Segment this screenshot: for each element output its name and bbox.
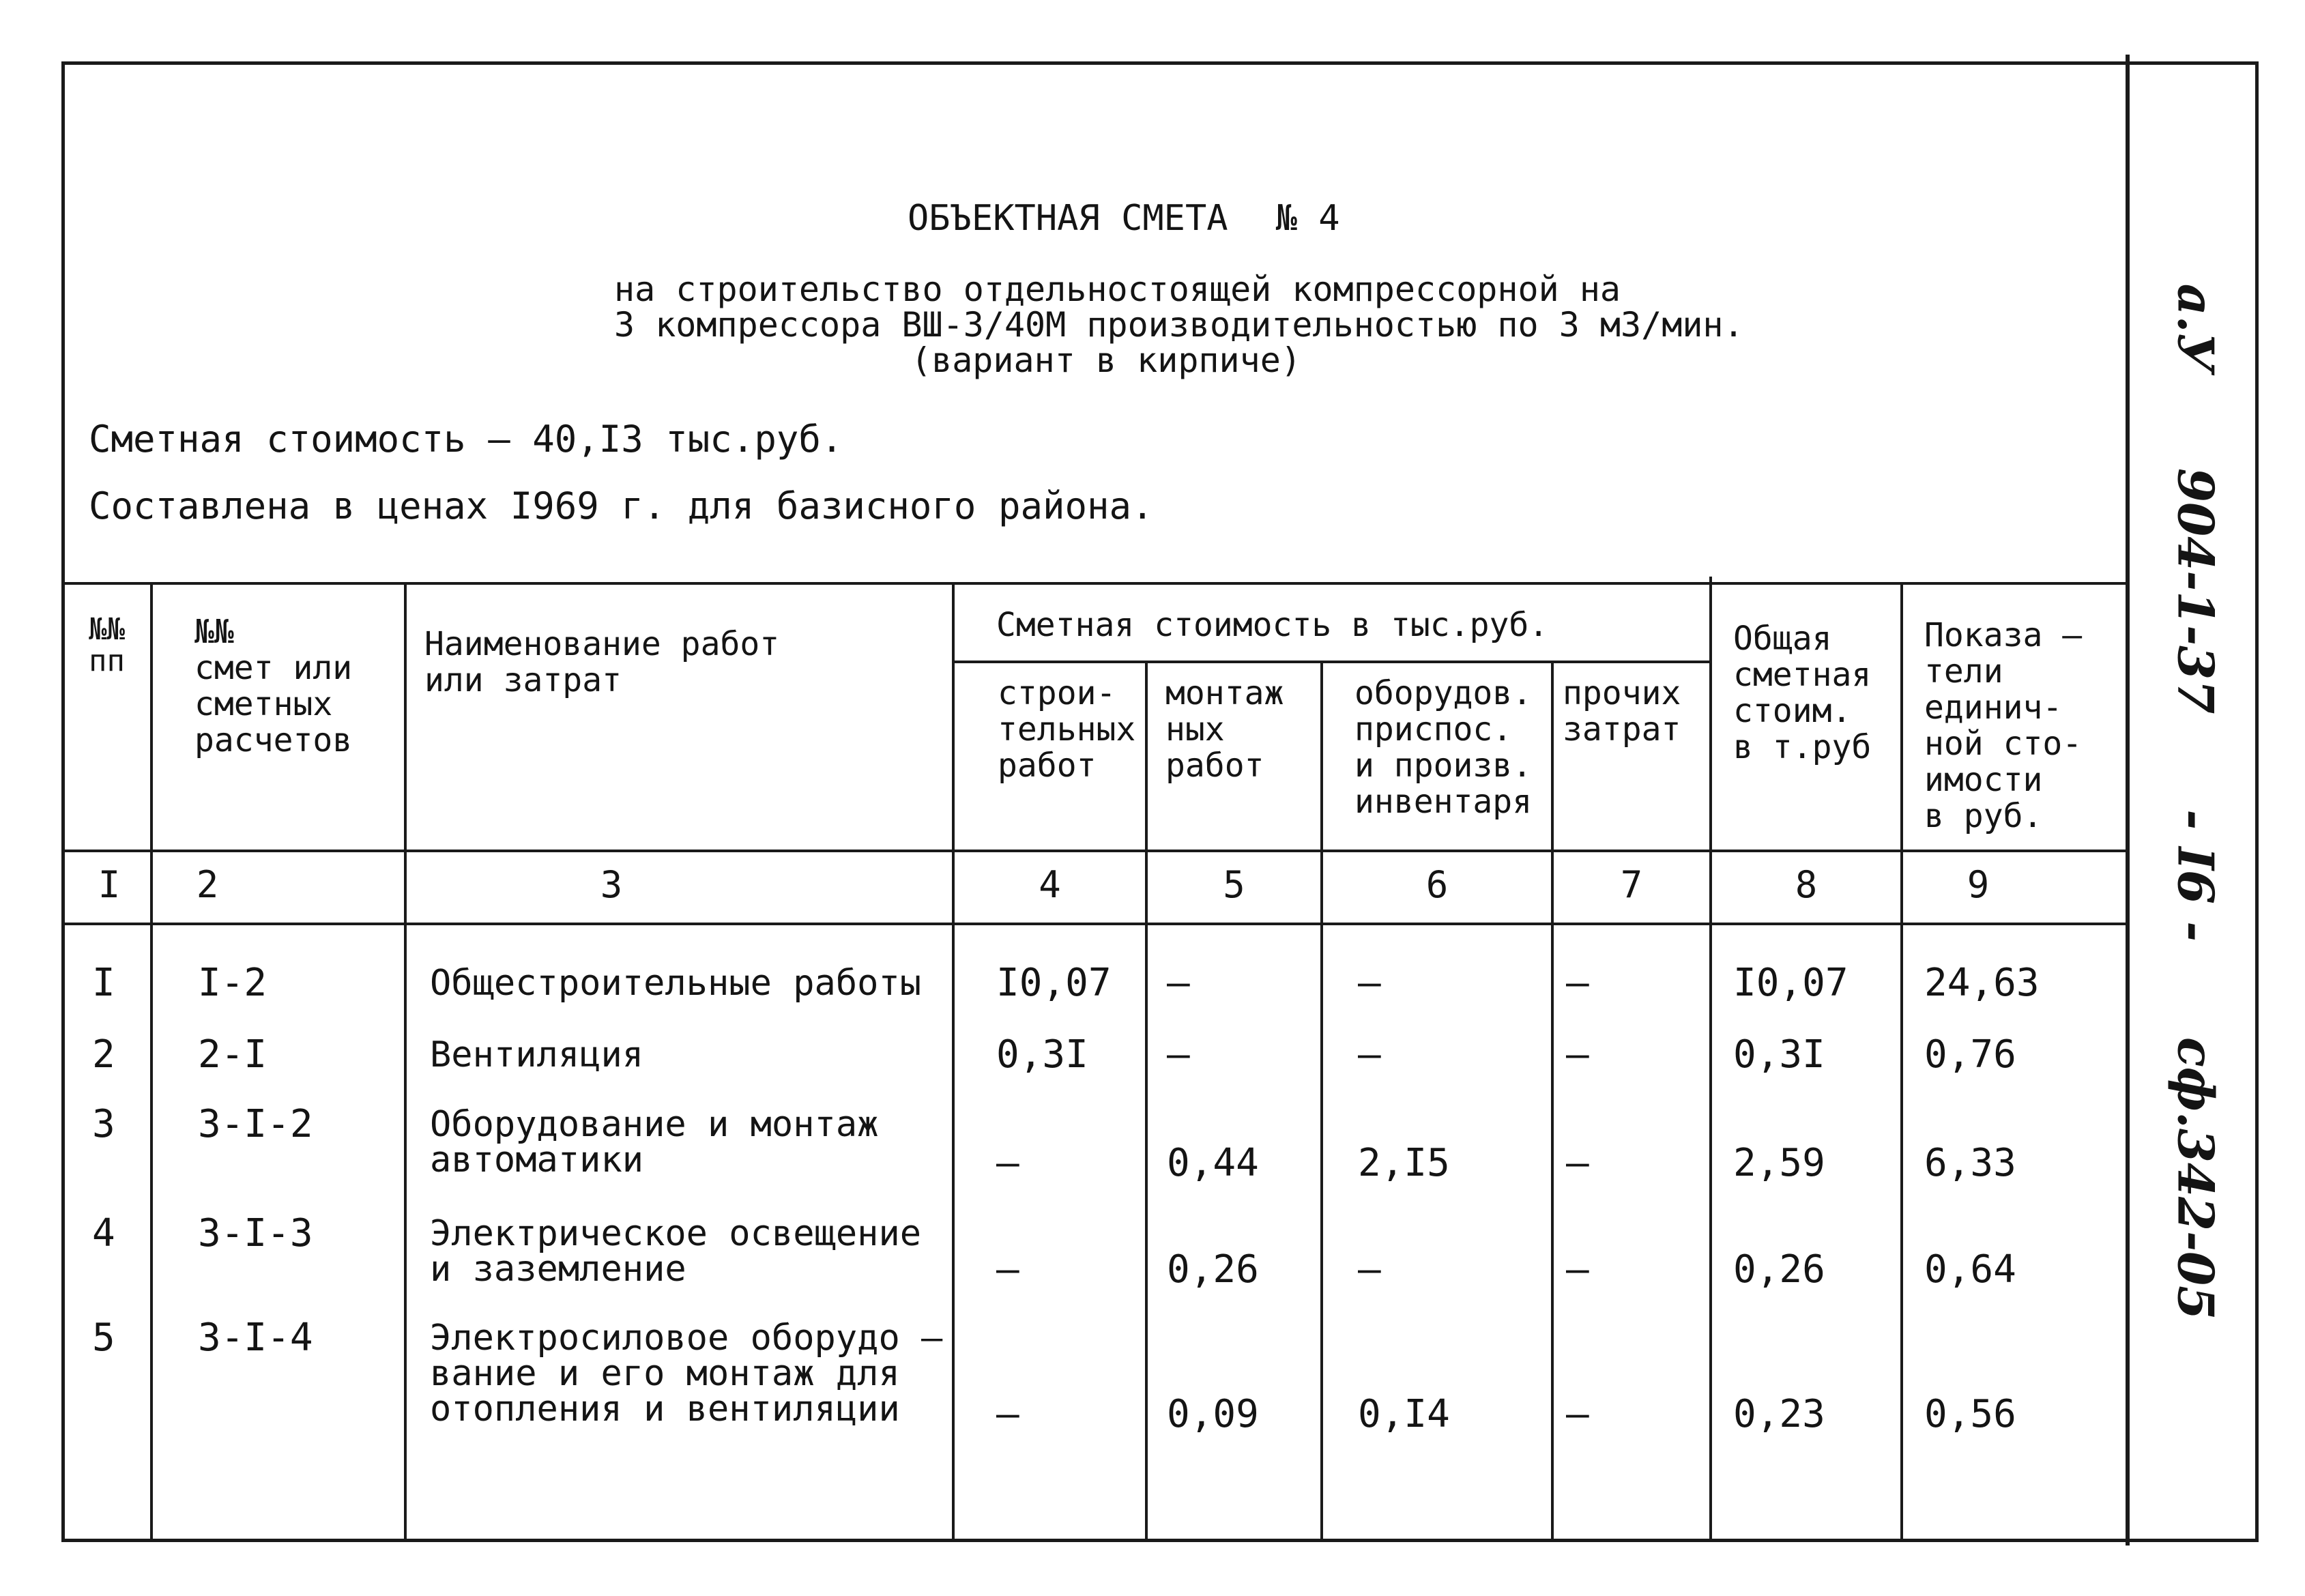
header-unit-indicators: Показа – тели единич- ной сто- имости в руб. <box>1924 616 2083 835</box>
header-cost-group: Сметная стоимость в тыс.руб. <box>996 606 1549 644</box>
document-title <box>908 198 1340 239</box>
subtitle-line-1: на строительство отдельностоящей компрессорной на <box>614 270 1621 309</box>
other-cost: – <box>1566 961 1589 1005</box>
header-construction: строи- тельных работ <box>998 674 1136 785</box>
album-code: а.У <box>2166 283 2224 373</box>
total-cost: 0,26 <box>1733 1247 1825 1292</box>
column-number: 8 <box>1795 863 1818 906</box>
prices-basis: Составлена в ценах I969 г. для базисного района. <box>89 484 1154 527</box>
other-cost: – <box>1566 1141 1589 1185</box>
unit-indicator: 24,63 <box>1924 961 2040 1005</box>
header-installation: монтаж ных работ <box>1165 674 1284 785</box>
work-name: Вентиляция <box>430 1034 644 1075</box>
sheet-code: сф.342-05 <box>2166 1036 2224 1320</box>
column-divider <box>952 582 955 1539</box>
column-divider <box>1145 661 1148 1539</box>
column-number: I <box>98 863 121 906</box>
construction-cost: 0,3I <box>996 1032 1088 1077</box>
estimate-number: 3-I-2 <box>198 1102 313 1146</box>
other-cost: – <box>1566 1032 1589 1077</box>
unit-indicator: 0,64 <box>1924 1247 2016 1292</box>
header-equipment: оборудов. приспос. и произв. инвентаря <box>1354 674 1533 821</box>
column-divider <box>1709 577 1712 1539</box>
unit-indicator: 0,56 <box>1924 1392 2016 1436</box>
column-number: 6 <box>1425 863 1449 906</box>
row-number: 2 <box>92 1032 115 1077</box>
construction-cost: – <box>996 1392 1019 1436</box>
equipment-cost: 0,I4 <box>1358 1392 1450 1436</box>
column-divider <box>404 582 407 1539</box>
project-number: 904-1-37 <box>2166 467 2224 714</box>
total-cost: 2,59 <box>1733 1141 1825 1185</box>
side-stamp <box>2129 61 2262 1542</box>
construction-cost: – <box>996 1141 1019 1185</box>
work-name: Электросиловое оборудо – вание и его монтаж для отопления и вентиляции <box>430 1318 943 1430</box>
installation-cost: – <box>1167 961 1190 1005</box>
work-name: Оборудование и монтаж автоматики <box>430 1104 879 1180</box>
equipment-cost: – <box>1358 1032 1381 1077</box>
header-work-name: Наименование работ или затрат <box>424 625 780 699</box>
column-number: 4 <box>1039 863 1061 906</box>
other-cost: – <box>1566 1247 1589 1292</box>
installation-cost: – <box>1167 1032 1190 1077</box>
unit-indicator: 6,33 <box>1924 1141 2016 1185</box>
row-number: I <box>92 961 115 1005</box>
column-number: 3 <box>600 863 623 906</box>
total-cost: I0,07 <box>1733 961 1849 1005</box>
estimate-number: I-2 <box>198 961 267 1005</box>
header-bottom-line <box>65 850 2126 852</box>
column-divider <box>150 582 153 1539</box>
equipment-cost: 2,I5 <box>1358 1141 1450 1185</box>
subtitle-line-2: 3 компрессора ВШ-3/40М производительностью по 3 м3/мин. <box>614 305 1744 345</box>
page-number: - I6 - <box>2166 809 2224 942</box>
side-stamp-text <box>2166 236 2224 1367</box>
group-header-line <box>952 661 1709 663</box>
column-number: 9 <box>1967 863 1990 906</box>
column-number: 2 <box>196 863 219 906</box>
header-total: Общая сметная стоим. в т.руб <box>1733 620 1872 766</box>
installation-cost: 0,26 <box>1167 1247 1259 1292</box>
header-other: прочих затрат <box>1563 674 1681 749</box>
header-row-number: №№ пп <box>89 612 125 678</box>
installation-cost: 0,44 <box>1167 1141 1259 1185</box>
estimated-cost: Сметная стоимость – 40,I3 тыс.руб. <box>89 418 843 461</box>
estimate-number: 3-I-4 <box>198 1316 313 1360</box>
header-estimate-number: №№ смет или сметных расчетов <box>194 613 353 759</box>
column-divider <box>1320 661 1323 1539</box>
column-number: 5 <box>1223 863 1245 906</box>
estimate-number: 3-I-3 <box>198 1211 313 1256</box>
total-cost: 0,3I <box>1733 1032 1825 1077</box>
column-number: 7 <box>1620 863 1643 906</box>
equipment-cost: – <box>1358 1247 1381 1292</box>
row-number: 4 <box>92 1211 115 1256</box>
total-cost: 0,23 <box>1733 1392 1825 1436</box>
column-divider <box>1900 582 1903 1539</box>
unit-indicator: 0,76 <box>1924 1032 2016 1077</box>
subtitle-line-3: (вариант в кирпиче) <box>911 340 1301 380</box>
equipment-cost: – <box>1358 961 1381 1005</box>
table-top-line <box>65 582 2126 585</box>
estimate-number: 2-I <box>198 1032 267 1077</box>
column-number-line <box>65 923 2126 925</box>
title-number: № 4 <box>1275 198 1340 239</box>
construction-cost: I0,07 <box>996 961 1112 1005</box>
column-divider <box>1551 661 1554 1539</box>
work-name: Электрическое освещение и заземление <box>430 1213 922 1290</box>
construction-cost: – <box>996 1247 1019 1292</box>
row-number: 5 <box>92 1316 115 1360</box>
row-number: 3 <box>92 1102 115 1146</box>
work-name: Общестроительные работы <box>430 963 922 1004</box>
installation-cost: 0,09 <box>1167 1392 1259 1436</box>
title-text: ОБЪЕКТНАЯ СМЕТА <box>908 198 1228 239</box>
other-cost: – <box>1566 1392 1589 1436</box>
